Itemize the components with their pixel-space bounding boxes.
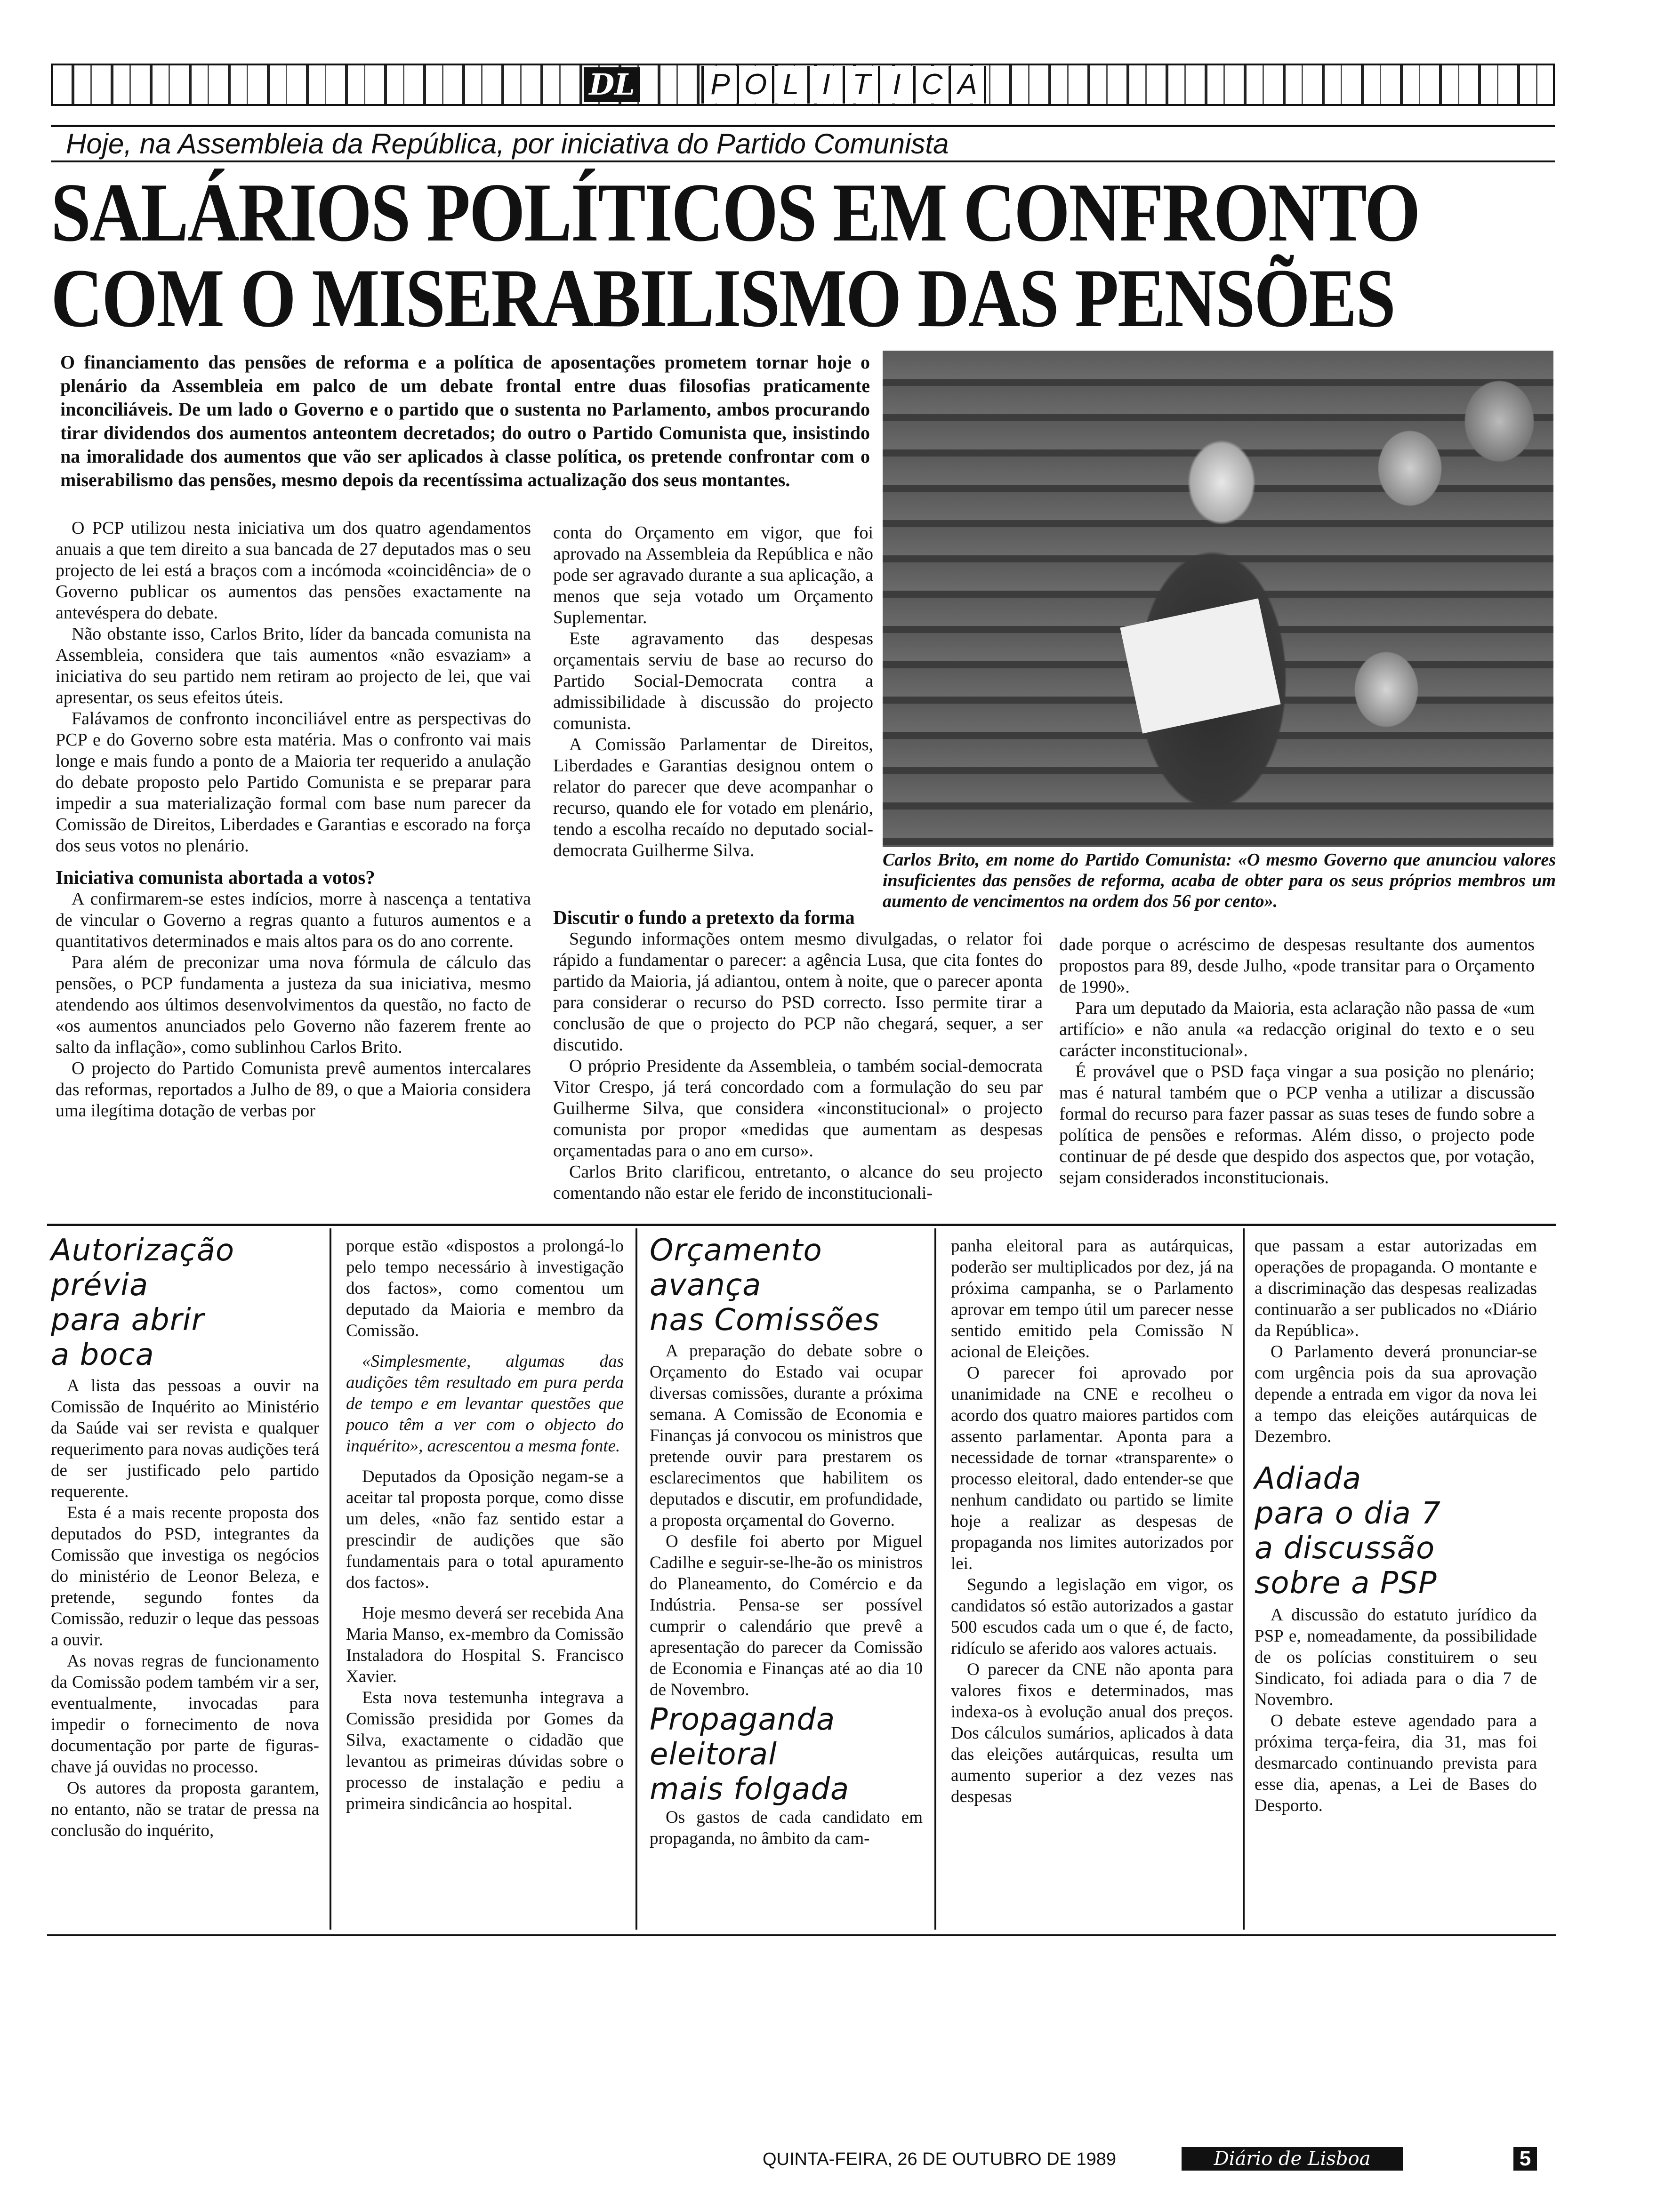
story-body <box>650 1340 923 1700</box>
story-title-line: a boca <box>51 1338 154 1372</box>
paragraph: Esta nova testemunha integrava a Comissão presidida por Gomes da Silva, exactamente o cidadão que levantou as primeiras dúvidas sobre o processo de instalação e pediu a primeira sindicância ao hospital. <box>346 1688 624 1813</box>
section-letter: I <box>878 66 913 104</box>
paragraph: Segundo a legislação em vigor, os candidatos só estão autorizados a gastar 500 escudos cada um o que é, de facto, ridículo se aferido aos valores actuais. <box>951 1575 1233 1658</box>
paragraph: que passam a estar autorizadas em operações de propaganda. O montante e a discriminação das despesas realizadas continuarão a ser publicados no «Diário da República». <box>1255 1236 1537 1340</box>
paragraph: Carlos Brito clarificou, entretanto, o alcance do seu projecto comentando não estar ele ferido de inconstitucionali- <box>553 1162 1043 1203</box>
story-autorizacao-continued <box>346 1235 624 1814</box>
story-body <box>1255 1604 1537 1816</box>
story-psp <box>1255 1235 1537 1816</box>
paragraph: As novas regras de funcionamento da Comissão podem também vir a ser, eventualmente, invocadas para impedir o fornecimento de nova documentação por parte de figuras-chave já ouvidas no processo. <box>51 1651 319 1777</box>
headline-line: SALÁRIOS POLÍTICOS EM CONFRONTO <box>51 166 1420 259</box>
bottom-rule <box>47 1934 1556 1936</box>
story-body <box>650 1807 923 1849</box>
paragraph: Esta é a mais recente proposta dos deputados do PSD, integrantes da Comissão que investiga os negócios do ministério de Leonor Beleza, e pretende, segundo fontes da Comissão, reduzir o leque das pessoas a ouvir. <box>51 1503 319 1650</box>
section-letter: C <box>913 66 949 104</box>
paragraph: A preparação do debate sobre o Orçamento do Estado vai ocupar diversas comissões, durante a próxima semana. A Comissão de Economia e Finanças já convocou os ministros que pretende ouvir para prestarem os esclarecimentos que habilitem os deputados e discutir, em profundidade, a proposta orçamental do Governo. <box>650 1341 923 1530</box>
paragraph: Para além de preconizar uma nova fórmula de cálculo das pensões, o PCP fundamenta a justeza da sua iniciativa, mesmo atendendo aos últimos desenvolvimentos da questão, no facto de «os aumentos anunciados pelo Governo não fazerem frente ao salto da inflação», como sublinhou Carlos Brito. <box>56 953 531 1057</box>
paragraph: A lista das pessoas a ouvir na Comissão de Inquérito ao Ministério da Saúde vai ser revista e qualquer requerimento para novas audições terá de ser justificado pelo partido requerente. <box>51 1376 319 1501</box>
newspaper-logo: DL <box>584 67 640 102</box>
footer-date: QUINTA-FEIRA, 26 DE OUTUBRO DE 1989 <box>763 2149 1117 2169</box>
paragraph: O desfile foi aberto por Miguel Cadilhe e seguir-se-lhe-ão os ministros do Planeamento, do Comércio e da Indústria. Pensa-se ser possível cumprir o calendário que prevê a apresentação do parecer da Comissão de Economia e Finanças até ao dia 10 de Novembro. <box>650 1532 923 1699</box>
story-title <box>51 1233 319 1372</box>
section-label <box>701 66 986 104</box>
paragraph: O Parlamento deverá pronunciar-se com urgência pois da sua aprovação depende a entrada em vigor da nova lei a tempo das eleições autárquicas de Dezembro. <box>1255 1342 1537 1446</box>
story-body <box>51 1375 319 1841</box>
paragraph: Deputados da Oposição negam-se a aceitar tal proposta porque, como disse um deles, «não faz sentido estar a prescindir de audições que são fundamentais para o total apuramento dos factos». <box>346 1467 624 1592</box>
article-column-2b <box>553 906 1043 1204</box>
paragraph: O projecto do Partido Comunista prevê aumentos intercalares das reformas, reportados a Julho de 89, o que a Maioria considera uma ilegítima dotação de verbas por <box>56 1058 531 1121</box>
story-title-line: nas Comissões <box>650 1303 880 1338</box>
paragraph: A discussão do estatuto jurídico da PSP e, nomeadamente, da possibilidade de os polícias constituirem o seu Sindicato, foi adiada para o dia 7 de Novembro. <box>1255 1605 1537 1709</box>
paragraph: O PCP utilizou nesta iniciativa um dos quatro agendamentos anuais a que tem direito a sua bancada de 27 deputados mas o seu projecto de lei está a braços com a incómoda «coincidência» de o Governo publicar os aumentos das pensões exactamente na antevéspera do debate. <box>56 518 531 623</box>
headline <box>51 166 1420 345</box>
story-title-line: para o dia 7 <box>1255 1496 1441 1531</box>
article-column-2 <box>553 522 873 861</box>
story-propaganda-continued <box>951 1235 1233 1807</box>
story-title-line: eleitoral <box>650 1737 777 1772</box>
paragraph: porque estão «dispostos a prolongá-lo pelo tempo necessário à investigação dos factos», como comentou um deputado da Maioria e membro da Comissão. <box>346 1236 624 1340</box>
footer-newspaper-name: Diário de Lisboa <box>1182 2147 1403 2171</box>
story-title-line: avança <box>650 1268 762 1303</box>
photo-caption: Carlos Brito, em nome do Partido Comunista: «O mesmo Governo que anunciou valores insuficientes das pensões de reforma, acaba de obter para os seus próprios membros um aumento de vencimentos na ordem dos 56 por cento». <box>883 850 1556 911</box>
paragraph: Os autores da proposta garantem, no entanto, não se tratar de pressa na conclusão do inquérito, <box>51 1779 319 1840</box>
column-rule <box>635 1228 637 1930</box>
section-letter: O <box>737 66 772 104</box>
column-rule <box>934 1228 936 1930</box>
paragraph: A confirmarem-se estes indícios, morre à nascença a tentativa de vincular o Governo a regras quanto a futuros aumentos e a quantitativos determinados e mais altos para os do ano corrente. <box>56 889 531 951</box>
paragraph: Segundo informações ontem mesmo divulgadas, o relator foi rápido a fundamentar o parecer: a agência Lusa, que cita fontes do partido da Maioria, já adiantou, ontem à noite, que o parecer aponta para considerar o recurso do PSD correcto. Isso permite tirar a conclusão de que o projecto do PCP não chegará, sequer, a ser discutido. <box>553 929 1043 1055</box>
section-letter: L <box>772 66 807 104</box>
article-column-1 <box>56 518 531 1122</box>
section-letter: T <box>843 66 878 104</box>
paragraph: O parecer da CNE não aponta para valores fixos e determinados, mas indexa-os à evolução anual dos preços. Dos cálculos sumários, aplicados à data das eleições autárquicas, resulta um aumento superior a dez vezes nas despesas <box>951 1660 1233 1806</box>
story-orcamento <box>650 1233 923 1849</box>
story-title-line: para abrir <box>51 1303 204 1338</box>
story-title <box>1255 1461 1537 1601</box>
paragraph: A Comissão Parlamentar de Direitos, Liberdades e Garantias designou ontem o relator do parecer que deve acompanhar o recurso, quando ele for votado em plenário, tendo a escolha recaído no deputado social-democrata Guilherme Silva. <box>553 735 873 860</box>
story-title-line: a discussão <box>1255 1531 1435 1566</box>
paragraph: dade porque o acréscimo de despesas resultante dos aumentos propostos para 89, desde Julho, «pode transitar para o Orçamento de 1990». <box>1059 935 1535 997</box>
story-title <box>650 1233 923 1338</box>
paragraph: «Simplesmente, algumas das audições têm resultado em pura perda de tempo e em levantar questões que pouco têm a ver com o objecto do inquérito», acrescentou a mesma fonte. <box>346 1352 624 1456</box>
story-title-line: Propaganda <box>650 1702 836 1737</box>
paragraph: conta do Orçamento em vigor, que foi aprovado na Assembleia da República e não pode ser agravado durante a sua aplicação, a menos que seja votado um Orçamento Suplementar. <box>553 523 873 627</box>
subhead: Iniciativa comunista abortada a votos? <box>56 866 375 888</box>
story-title-line: Orçamento <box>650 1233 822 1268</box>
story-title <box>650 1702 923 1807</box>
paragraph: O parecer foi aprovado por unanimidade na CNE e recolheu o acordo dos quatro maiores partidos com assento parlamentar. Aponta para a necessidade de tornar «transparente» o processo eleitoral, dado entender-se que nenhum candidato ou partido se limite hoje a realizar as despesas de propaganda nos limites autorizados por lei. <box>951 1363 1233 1573</box>
story-title-line: sobre a PSP <box>1255 1566 1437 1601</box>
paragraph: Este agravamento das despesas orçamentais serviu de base ao recurso do Partido Social-Democrata contra a admissibilidade à discussão do projecto comunista. <box>553 629 873 733</box>
paragraph: panha eleitoral para as autárquicas, poderão ser multiplicados por dez, já na próxima campanha, se o Parlamento aprovar em tempo útil um parecer nesse sentido emitido pela Comissão N acional de Eleições. <box>951 1236 1233 1362</box>
story-title-line: mais folgada <box>650 1772 850 1807</box>
lead-paragraph: O financiamento das pensões de reforma e a política de aposentações prometem tornar hoje o plenário da Assembleia em palco de um debate frontal entre duas filosofias praticamente inconciliáveis. De um lado o Governo e o partido que o sustenta no Parlamento, ambos procurando tirar dividendos dos aumentos anteontem decretados; do outro o Partido Comunista que, insistindo na imoralidade dos aumentos que vão ser aplicados à classe política, os pretende confrontar com o miserabilismo das pensões, mesmo depois da recentíssima actualização dos seus montantes. <box>60 352 870 490</box>
story-autorizacao <box>51 1233 319 1841</box>
section-divider <box>47 1224 1556 1226</box>
paragraph: O debate esteve agendado para a próxima terça-feira, dia 31, mas foi desmarcado continuando prevista para esse dia, apenas, a Lei de Bases do Desporto. <box>1255 1711 1537 1815</box>
paragraph: Não obstante isso, Carlos Brito, líder da bancada comunista na Assembleia, considera que tais aumentos «não esvaziam» a iniciativa do seu partido nem retiram ao projecto de lei, que vai apresentar, os seus efeitos úteis. <box>56 624 531 707</box>
story-title-line: Autorização <box>51 1233 235 1268</box>
paragraph: Falávamos de confronto inconciliável entre as perspectivas do PCP e do Governo sobre esta matéria. Mas o confronto vai mais longe e mais fundo a ponto de a Maioria ter requerido a anulação do debate proposto pelo Partido Comunista e se preparar para impedir a sua materialização formal com base num parecer da Comissão de Direitos, Liberdades e Garantias e escorado na força dos seus votos no plenário. <box>56 709 531 856</box>
kicker: Hoje, na Assembleia da República, por iniciativa do Partido Comunista <box>51 125 1555 162</box>
headline-line: COM O MISERABILISMO DAS PENSÕES <box>51 251 1395 345</box>
article-column-3 <box>1059 934 1535 1188</box>
column-rule <box>1243 1228 1245 1930</box>
section-letter: P <box>701 66 737 104</box>
story-title-line: Adiada <box>1255 1461 1362 1496</box>
parliament-photo <box>883 351 1553 847</box>
subhead: Discutir o fundo a pretexto da forma <box>553 906 855 928</box>
page-number: 5 <box>1513 2147 1537 2171</box>
story-body <box>1255 1235 1537 1447</box>
paragraph: O próprio Presidente da Assembleia, o também social-democrata Vitor Crespo, já terá concordado com a formulação do seu par Guilherme Silva, que considera «inconstitucional» o projecto comunista por propor «medidas que aumentam as despesas orçamentadas para o ano em curso». <box>553 1056 1043 1161</box>
paragraph: Os gastos de cada candidato em propaganda, no âmbito da cam- <box>650 1808 923 1848</box>
column-rule <box>330 1228 331 1930</box>
story-title-line: prévia <box>51 1268 149 1303</box>
paragraph: Para um deputado da Maioria, esta aclaração não passa de «um artifício» e não anula «a redacção original do texto e o seu carácter inconstitucional». <box>1059 998 1535 1060</box>
section-letter: I <box>807 66 843 104</box>
section-letter: A <box>949 66 986 104</box>
paragraph: Hoje mesmo deverá ser recebida Ana Maria Manso, ex-membro da Comissão Instaladora do Hospital S. Francisco Xavier. <box>346 1603 624 1686</box>
paragraph: É provável que o PSD faça vingar a sua posição no plenário; mas é natural também que o PCP venha a utilizar a discussão formal do recurso para fazer passar as suas teses de fundo sobre a política de pensões e reformas. Além disso, o projecto pode continuar de pé desde que despido dos aspectos que, por votação, sejam considerados inconstitucionais. <box>1059 1062 1535 1187</box>
